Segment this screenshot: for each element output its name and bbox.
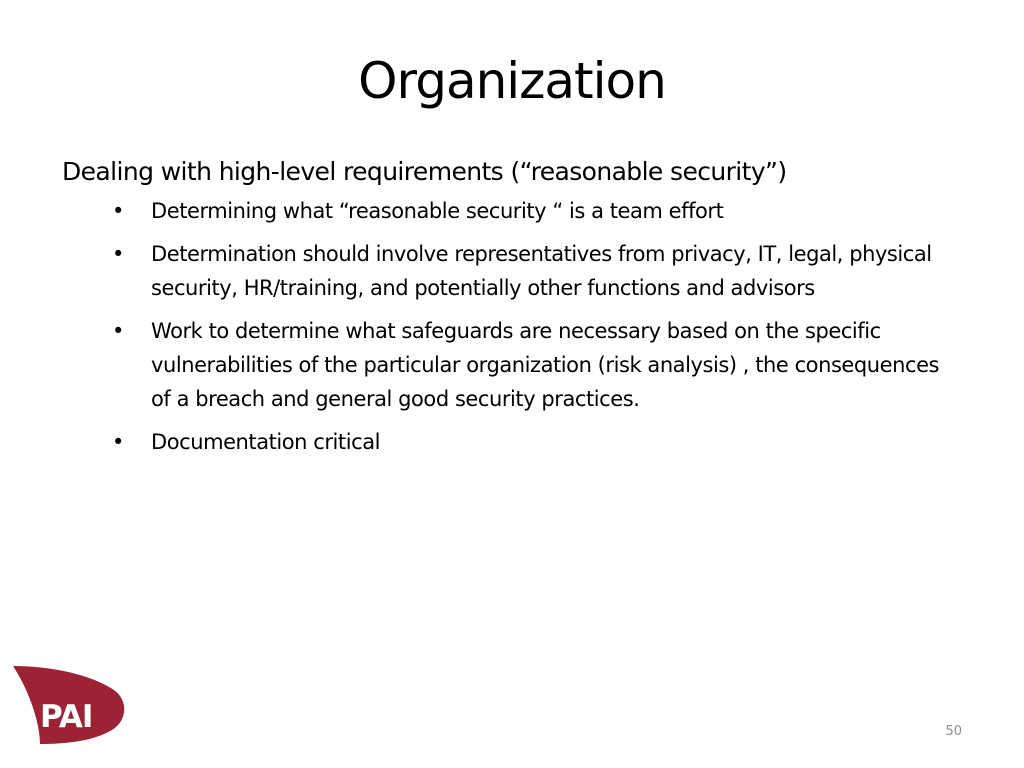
bullet-text: Determination should involve representatives from privacy, IT, legal, physical security, HR/training, and potentially other functions and advisors [151, 242, 932, 300]
lead-text: Dealing with high-level requirements (“reasonable security”) [62, 157, 787, 186]
bullet-text: Documentation critical [151, 430, 380, 454]
bullet-item [62, 314, 951, 416]
bullet-text: Work to determine what safeguards are necessary based on the specific vulnerabilities of the particular organization (risk analysis) , the consequences of a breach and general good security practices. [151, 319, 940, 411]
bullet-text: Determining what “reasonable security “ is a team effort [151, 199, 724, 223]
bullet-dot-icon: • [112, 242, 124, 266]
bullet-dot-icon: • [112, 430, 124, 454]
bullet-dot-icon: • [112, 319, 124, 343]
slide-number: 50 [945, 724, 962, 739]
bullet-item [62, 425, 951, 459]
bullet-item [62, 237, 951, 305]
bullet-dot-icon: • [112, 199, 124, 223]
logo-text: PAI [40, 699, 93, 735]
slide-content [62, 152, 962, 468]
bullet-list [62, 194, 962, 459]
slide-title: Organization [358, 52, 666, 110]
bullet-item [62, 194, 951, 228]
pai-logo [10, 664, 126, 746]
